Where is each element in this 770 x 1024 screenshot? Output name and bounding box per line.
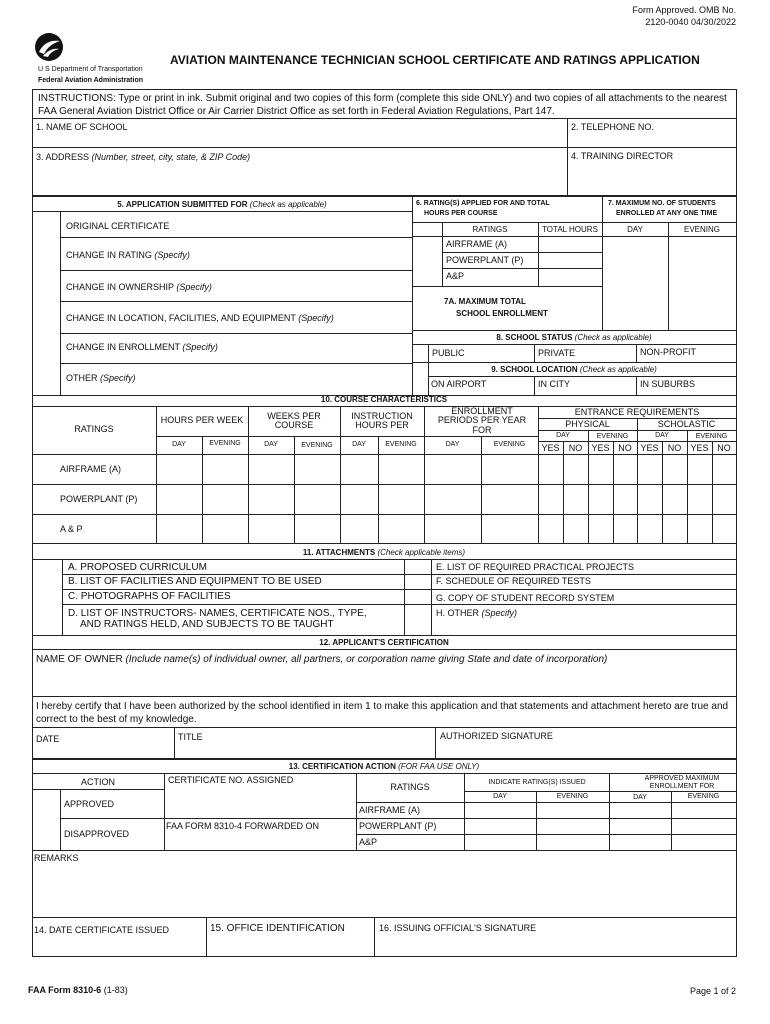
s11-item-b: B. LIST OF FACILITIES AND EQUIPMENT TO BE USED (68, 576, 322, 587)
s11-item-c: C. PHOTOGRAPHS OF FACILITIES (68, 591, 231, 602)
date-certificate-issued: 14. DATE CERTIFICATE ISSUED (34, 925, 170, 935)
s13-airframe: AIRFRAME (A) (359, 805, 421, 815)
s13-approved: APPROVED (64, 799, 115, 809)
section11-title: 11. ATTACHMENTS (Check applicable items) (302, 548, 466, 557)
form-number: FAA Form 8310-6 (1-83) (28, 985, 128, 995)
s9-in-suburbs: IN SUBURBS (640, 379, 696, 389)
s13-enroll-evening: EVENING (687, 793, 720, 800)
s5-other: OTHER (Specify) (66, 373, 136, 383)
s11-item-h: H. OTHER (Specify) (436, 608, 518, 618)
s6-powerplant: POWERPLANT (P) (446, 255, 524, 265)
s13-ratings: RATINGS (390, 782, 430, 792)
s12-title-field: TITLE (178, 732, 203, 742)
name-of-school-label: 1. NAME OF SCHOOL (36, 122, 128, 132)
s9-on-airport: ON AIRPORT (431, 379, 487, 389)
s13-disapproved: DISAPPROVED (64, 829, 130, 839)
s10-ep-evening: EVENING (493, 441, 526, 448)
s10-wpc-evening: EVENING (301, 442, 333, 449)
s6-airframe: AIRFRAME (A) (446, 239, 508, 249)
section13-title: 13. CERTIFICATION ACTION (FOR FAA USE ONLY) (288, 762, 480, 771)
s11-item-d: D. LIST OF INSTRUCTORS- NAMES, CERTIFICATE NOS., TYPE, (68, 608, 367, 619)
s10-instruction-hours: INSTRUCTION HOURS PER (351, 410, 413, 430)
frame-top (32, 89, 736, 90)
s5-change-in-location: CHANGE IN LOCATION, FACILITIES, AND EQUIPMENT (Specify) (66, 313, 334, 323)
s10-ih-evening: EVENING (385, 441, 417, 448)
s11-item-g: G. COPY OF STUDENT RECORD SYSTEM (436, 593, 615, 603)
s12-authorized-signature: AUTHORIZED SIGNATURE (440, 731, 553, 741)
s12-date: DATE (36, 734, 60, 744)
section5-title: 5. APPLICATION SUBMITTED FOR (Check as applicable) (117, 200, 327, 209)
telephone-label: 2. TELEPHONE NO. (571, 122, 654, 132)
s12-certification-text: I hereby certify that I have been authorized by the school identified in item 1 to make this application and that statements and attachment hereto are true and correct to the best of my knowledge. (36, 701, 729, 725)
s5-change-in-ownership: CHANGE IN OWNERSHIP (Specify) (66, 282, 212, 292)
s13-ap: A&P (359, 837, 378, 847)
s6-col-ratings: RATINGS (472, 225, 508, 234)
frame-left (32, 89, 33, 917)
s5-change-in-enrollment: CHANGE IN ENROLLMENT (Specify) (66, 342, 218, 352)
dot-logo-icon (34, 32, 64, 62)
s10-yes-3: YES (640, 443, 659, 453)
section7-title: 7. MAXIMUM NO. OF STUDENTS (608, 200, 716, 207)
s6-ap: A&P (446, 271, 465, 281)
form-title: AVIATION MAINTENANCE TECHNICIAN SCHOOL CERTIFICATE AND RATINGS APPLICATION (170, 53, 700, 67)
section8-title: 8. SCHOOL STATUS (Check as applicable) (496, 333, 652, 342)
section12-title: 12. APPLICANT'S CERTIFICATION (319, 638, 449, 647)
section7a-subtitle: SCHOOL ENROLLMENT (456, 309, 548, 318)
s10-phys-day: DAY (556, 432, 570, 439)
omb-approval: Form Approved. OMB No. (632, 5, 736, 15)
s10-ratings-header: RATINGS (74, 424, 114, 435)
agency-name: Federal Aviation Administration (38, 77, 144, 84)
s10-no-1: NO (568, 443, 583, 453)
s10-entrance-requirements: ENTRANCE REQUIREMENTS (574, 407, 700, 417)
department-name: U S Department of Transportation (38, 66, 143, 73)
s12-name-of-owner: NAME OF OWNER (Include name(s) of individual owner, all partners, or corporation name giving State and date of incorporation) (36, 654, 608, 665)
issuing-official-signature: 16. ISSUING OFFICIAL'S SIGNATURE (379, 923, 537, 933)
s11-item-d-cont: AND RATINGS HELD, AND SUBJECTS TO BE TAUGHT (80, 619, 334, 630)
s10-wpc-day: DAY (264, 441, 278, 448)
section10-title: 10. COURSE CHARACTERISTICS (320, 395, 448, 404)
s11-item-f: F. SCHEDULE OF REQUIRED TESTS (436, 576, 591, 586)
s8-non-profit: NON-PROFIT (640, 347, 696, 357)
s10-hpw-day: DAY (172, 441, 186, 448)
s5-change-in-rating: CHANGE IN RATING (Specify) (66, 250, 190, 260)
section6-title: 6. RATING(S) APPLIED FOR AND TOTAL (416, 200, 550, 207)
s10-ep-day: DAY (445, 441, 460, 448)
s10-row-powerplant: POWERPLANT (P) (60, 494, 138, 504)
section7-subtitle: ENROLLED AT ANY ONE TIME (616, 210, 718, 217)
s10-schol-day: DAY (655, 432, 669, 439)
s7-day: DAY (627, 225, 643, 234)
s10-ih-day: DAY (352, 441, 366, 448)
s13-indicate-ratings: INDICATE RATING(S) ISSUED (488, 778, 586, 786)
s8-public: PUBLIC (432, 348, 465, 358)
s6-col-total-hours: TOTAL HOURS (542, 225, 598, 234)
s10-phys-evening: EVENING (596, 433, 629, 440)
address-label: 3. ADDRESS (Number, street, city, state, & ZIP Code) (36, 152, 251, 162)
s10-hours-per-week: HOURS PER WEEK (160, 415, 244, 426)
s10-physical: PHYSICAL (565, 419, 610, 429)
s5-original-certificate: ORIGINAL CERTIFICATE (66, 221, 170, 231)
s10-yes-4: YES (690, 443, 709, 453)
office-identification: 15. OFFICE IDENTIFICATION (210, 923, 345, 934)
frame-right (736, 89, 737, 917)
s10-row-airframe: AIRFRAME (A) (60, 464, 122, 474)
s8-private: PRIVATE (538, 348, 576, 358)
s10-no-3: NO (667, 443, 682, 453)
s13-certificate-no: CERTIFICATE NO. ASSIGNED (168, 775, 294, 785)
s11-item-a: A. PROPOSED CURRICULUM (68, 562, 207, 573)
training-director-label: 4. TRAINING DIRECTOR (571, 151, 674, 161)
s10-row-ap: A & P (60, 524, 83, 534)
s10-enrollment-periods: ENROLLMENT PERIODS PER YEAR FOR (437, 405, 527, 435)
section9-title: 9. SCHOOL LOCATION (Check as applicable) (491, 365, 657, 374)
s13-issued-day: DAY (493, 793, 507, 800)
s11-item-e: E. LIST OF REQUIRED PRACTICAL PROJECTS (436, 562, 635, 572)
s10-yes-1: YES (541, 443, 560, 453)
instructions: INSTRUCTIONS: Type or print in ink. Submit original and two copies of this form (complete this side ONLY) and two copies of all attachments to the nearest FAA General Aviation District Office or Air Carrier District Office as set forth in Federal Aviation Regulations, Part 147. (38, 93, 727, 117)
s10-yes-2: YES (591, 443, 610, 453)
s10-weeks-per-course: WEEKS PER COURSE (267, 410, 321, 430)
s13-enroll-day: DAY (633, 794, 647, 801)
section7a-title: 7A. MAXIMUM TOTAL (444, 297, 526, 306)
page-number: Page 1 of 2 (689, 986, 736, 996)
s13-powerplant: POWERPLANT (P) (359, 821, 437, 831)
s10-schol-evening: EVENING (695, 433, 728, 440)
s13-approved-max: APPROVED MAXIMUM ENROLLMENT FOR (644, 775, 720, 790)
s9-in-city: IN CITY (538, 379, 571, 389)
s13-remarks: REMARKS (34, 853, 79, 863)
s10-no-2: NO (618, 443, 632, 453)
section6-subtitle: HOURS PER COURSE (424, 210, 498, 217)
s7-evening: EVENING (683, 225, 720, 234)
s10-hpw-evening: EVENING (209, 440, 241, 447)
s10-no-4: NO (717, 443, 731, 453)
s10-scholastic: SCHOLASTIC (657, 419, 716, 429)
s13-forwarded-on: FAA FORM 8310-4 FORWARDED ON (166, 821, 320, 831)
omb-number: 2120-0040 04/30/2022 (645, 17, 736, 27)
s13-issued-evening: EVENING (556, 793, 589, 800)
s13-action: ACTION (80, 777, 115, 787)
